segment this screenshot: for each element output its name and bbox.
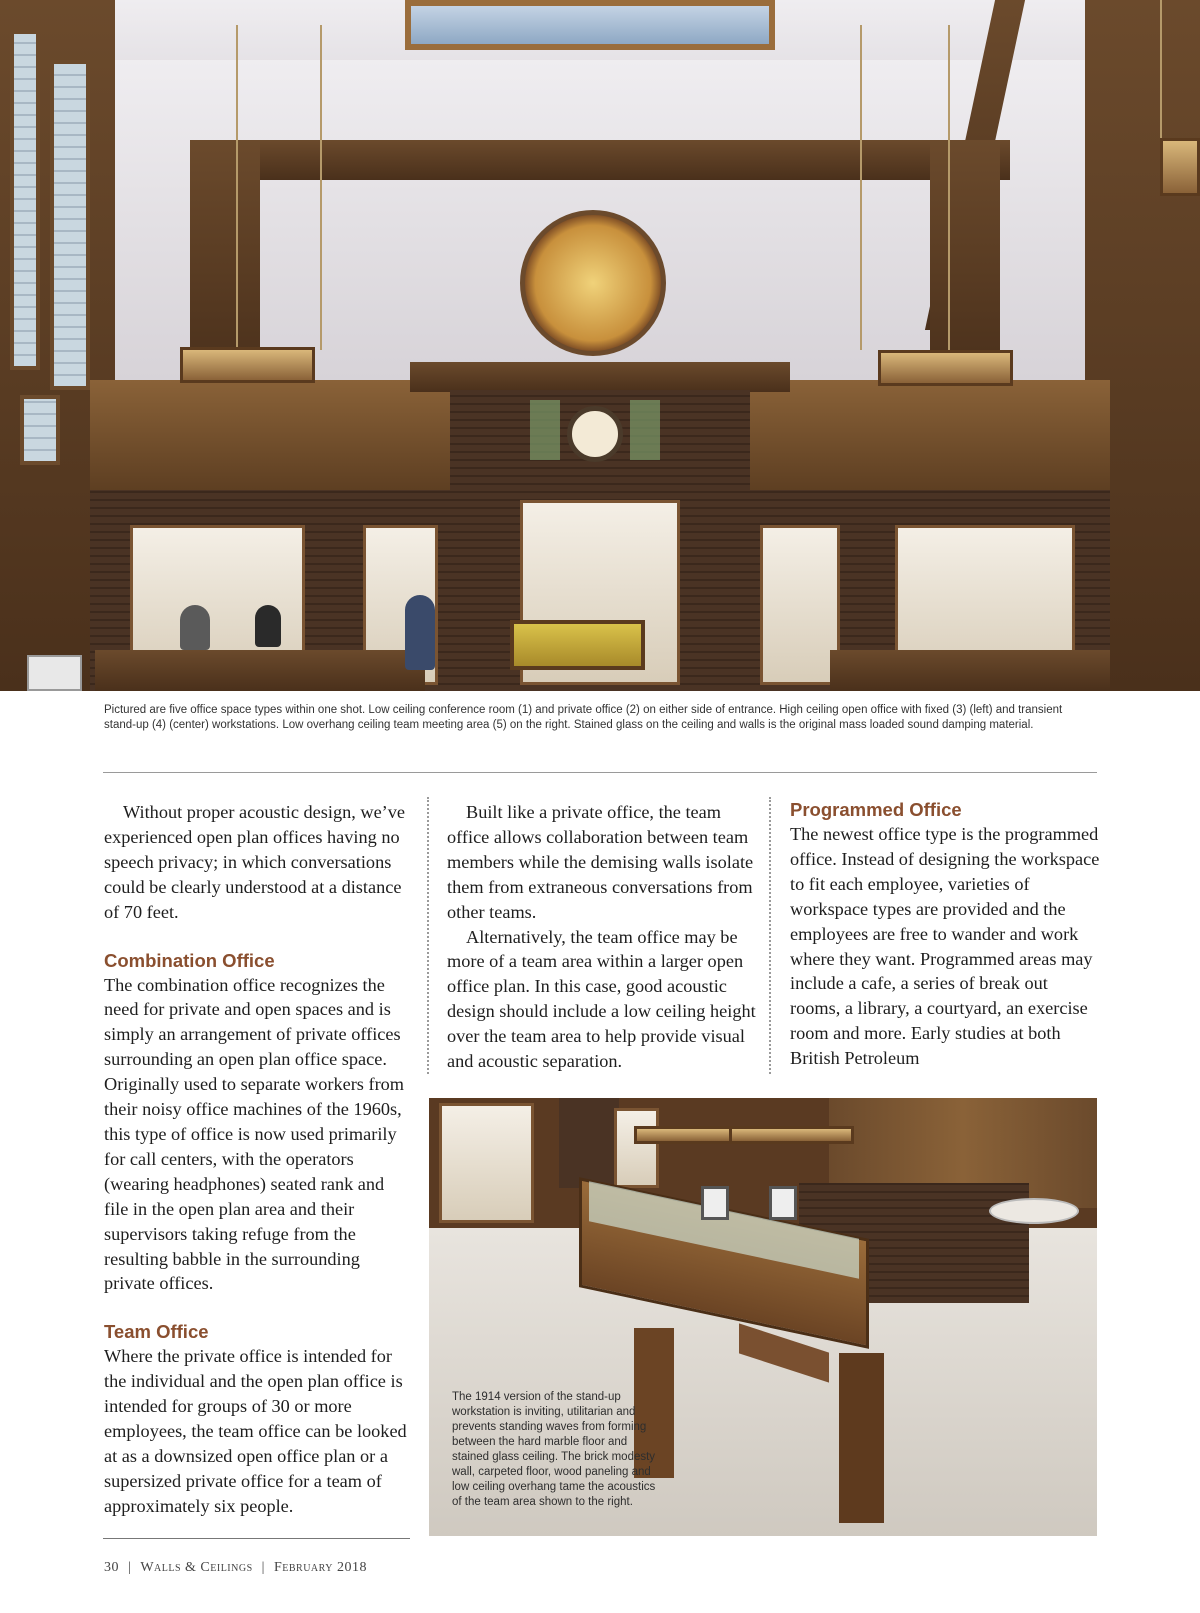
team-office-paragraph-3: Alternatively, the team office may be more of a team area within a larger open office plan. In this case, good acoustic design should include a low ceiling height over the team area to help provide visual and acoustic separation.	[447, 926, 756, 1072]
programmed-office-heading: Programmed Office	[790, 799, 962, 820]
person-silhouette	[255, 605, 281, 647]
team-office-heading: Team Office	[104, 1321, 209, 1343]
picture-frame	[769, 1186, 797, 1220]
clock-surround	[530, 400, 560, 460]
workstation-caption: The 1914 version of the stand-up workstation is inviting, utilitarian and prevents standing waves from forming between the hard marble floor and stained glass ceiling. The brick modesty wall, carpeted floor, wood paneling and low ceiling overhang tame the acoustics of the team area shown to the right.	[452, 1391, 656, 1508]
round-stained-glass	[520, 210, 666, 356]
column-2	[447, 800, 757, 1074]
person-silhouette	[405, 595, 435, 670]
pendant-lamp-far-right	[1160, 138, 1200, 196]
intro-paragraph: Without proper acoustic design, we’ve experienced open plan offices having no speech privacy; in which conversations could be clearly understood at a distance of 70 feet.	[104, 802, 406, 922]
programmed-office-paragraph: The newest office type is the programmed office. Instead of designing the workspace to fit each employee, varieties of workspace types are provided and the employees are free to wander and work where they want. Programmed areas may include a cafe, a series of break out rooms, a library, a courtyard, an exercise room and more. Early studies at both British Petroleum	[790, 824, 1100, 1069]
computer-monitor	[27, 655, 82, 691]
ceiling-skylight	[405, 0, 775, 50]
magazine-title: Walls & Ceilings	[140, 1560, 253, 1575]
caption-divider	[103, 772, 1097, 773]
person-silhouette	[180, 605, 210, 650]
team-area-window	[760, 525, 840, 685]
wall-clock	[567, 406, 623, 462]
meeting-table	[989, 1198, 1079, 1224]
hero-photo	[0, 0, 1200, 691]
page-footer: 30 | Walls & Ceilings | February 2018	[104, 1560, 367, 1575]
column-divider	[427, 797, 429, 1074]
combination-office-heading: Combination Office	[104, 949, 275, 971]
issue-date: February 2018	[273, 1560, 367, 1575]
standup-workstation	[510, 620, 645, 670]
column-1	[104, 800, 409, 1519]
pendant-lamp-right	[878, 350, 1013, 386]
column-divider	[769, 797, 771, 1074]
footer-divider	[103, 1538, 410, 1539]
combination-office-paragraph: The combination office recognizes the need for private and open spaces and is simply an arrangement of private offices surrounding an open plan office space. Originally used to separate workers from their noisy office machines of the 1960s, this type of office is now used primarily for call centers, with the operators (wearing headphones) seated rank and file in the open plan area and their supervisors taking refuge from the resulting babble in the surrounding private offices.	[104, 974, 405, 1294]
page-number: 30	[104, 1560, 119, 1575]
team-office-paragraph: Where the private office is intended for the individual and the open plan office is intended for groups of 30 or more employees, the team office can be looked at as a downsized open office plan or a supersized private office for a team of approximately six people.	[104, 1346, 407, 1516]
pendant-lamp-left	[180, 347, 315, 383]
column-3	[790, 798, 1100, 1071]
hero-caption: Pictured are five office space types within one shot. Low ceiling conference room (1) and private office (2) on either side of entrance. High ceiling open office with fixed (3) (left) and transient stand-up (4) (center) workstations. Low overhang ceiling team meeting area (5) on the right. Stained glass on the ceiling and walls is the original mass loaded sound damping material.	[104, 704, 1063, 731]
team-office-paragraph-2: Built like a private office, the team office allows collaboration between team members while the demising walls isolate them from extraneous conversations from other teams.	[447, 802, 754, 922]
picture-frame	[701, 1186, 729, 1220]
